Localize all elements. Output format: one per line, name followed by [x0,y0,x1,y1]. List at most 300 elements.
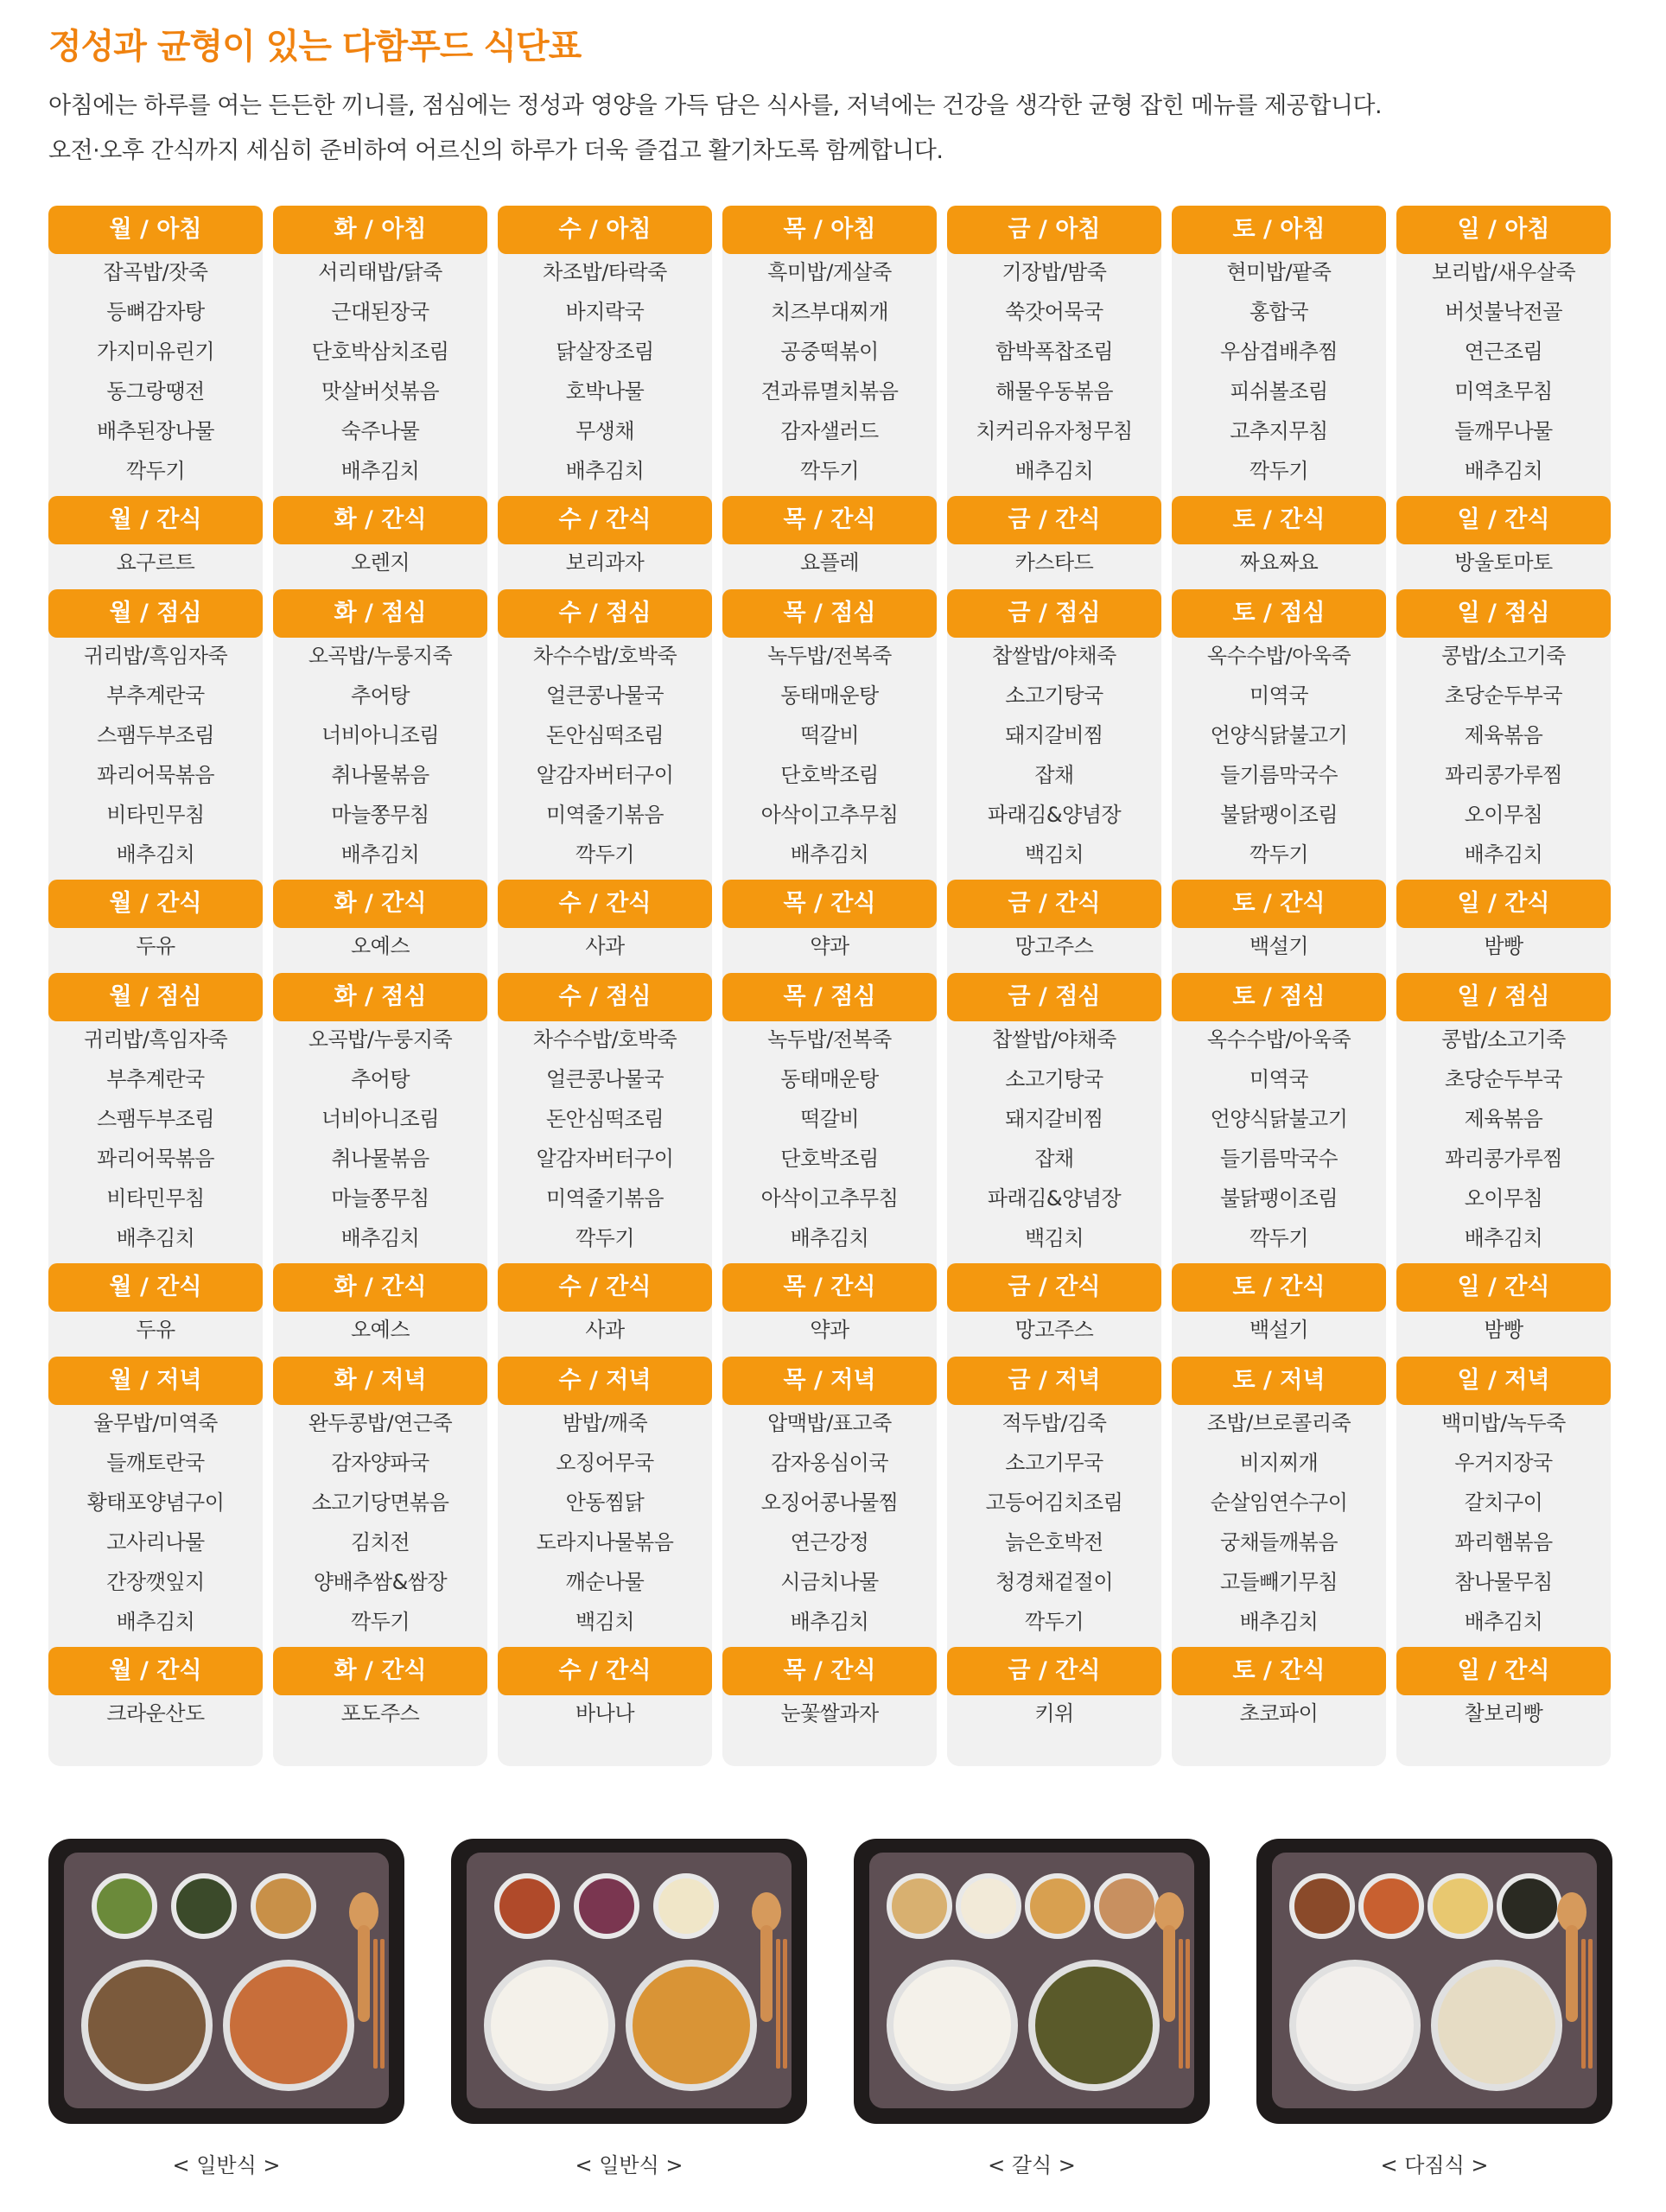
rice-bowl [81,1960,213,2091]
menu-item: 동태매운탕 [780,1067,879,1091]
spoon-handle [358,1925,370,2022]
menu-item: 불닭팽이조림 [1219,803,1339,827]
menu-item: 공중떡볶이 [780,340,879,364]
menu-item: 참나물무침 [1454,1570,1553,1594]
meal-header: 월 / 간식 [48,1263,263,1312]
menu-item: 잡채 [1034,763,1074,787]
menu-item: 감자옹심이국 [770,1451,889,1475]
menu-item: 도라지나물볶음 [536,1530,674,1554]
meal-header: 월 / 점심 [48,973,263,1021]
rice-bowl [887,1960,1018,2091]
menu-item: 언양식닭불고기 [1210,1107,1348,1131]
menu-item: 오곡밥/누룽지죽 [308,1027,453,1052]
menu-item: 보리과자 [565,550,645,575]
menu-item: 마늘쫑무침 [331,1186,429,1211]
menu-item: 깍두기 [575,1226,635,1250]
menu-item: 흑미밥/게살죽 [767,260,892,284]
chopsticks-icon [1581,1939,1586,2069]
meal-header: 목 / 점심 [722,973,937,1021]
side-dish-bowl [1094,1873,1160,1939]
menu-item: 소고기탕국 [1005,1067,1103,1091]
side-dish-bowl [653,1873,719,1939]
menu-item: 늙은호박전 [1005,1530,1103,1554]
menu-item: 깍두기 [1249,459,1309,483]
menu-item: 배추김치 [116,842,195,867]
menu-item: 불닭팽이조림 [1219,1186,1339,1211]
menu-item: 깍두기 [125,459,186,483]
meal-header: 월 / 간식 [48,496,263,544]
tray-caption: < 다짐식 > [1380,2153,1489,2177]
menu-item: 동태매운탕 [780,683,879,708]
menu-item: 추어탕 [350,1067,410,1091]
meal-header: 일 / 간식 [1396,496,1611,544]
meal-header: 목 / 아침 [722,206,937,254]
menu-item: 사과 [585,1318,625,1342]
menu-item: 너비아니조림 [321,1107,440,1131]
menu-item: 돈안심떡조림 [545,1107,664,1131]
menu-item: 연근강정 [790,1530,869,1554]
meal-header: 금 / 간식 [947,880,1161,928]
menu-item: 밤빵 [1484,934,1523,958]
menu-item: 약과 [810,1318,849,1342]
menu-item: 아삭이고추무침 [760,1186,899,1211]
menu-column [722,206,937,1766]
meal-tray-photo [451,1839,807,2124]
menu-item: 녹두밥/전복죽 [767,1027,892,1052]
menu-item: 미역국 [1249,683,1309,708]
meal-header: 수 / 간식 [498,1647,712,1695]
meal-header: 토 / 간식 [1172,1647,1386,1695]
menu-item: 치커리유자청무침 [976,419,1133,443]
meal-header: 월 / 저녁 [48,1357,263,1405]
menu-item: 갈치구이 [1464,1491,1543,1515]
menu-column [273,206,487,1766]
menu-item: 바지락국 [565,300,645,324]
menu-item: 들깨토란국 [106,1451,205,1475]
meal-header: 화 / 점심 [273,973,487,1021]
menu-item: 견과류멸치볶음 [760,379,899,404]
side-dish-bowl [1428,1873,1493,1939]
menu-item: 서리태밥/닭죽 [318,260,442,284]
side-dish-bowl [251,1873,316,1939]
menu-item: 단호박조림 [780,1147,879,1171]
meal-header: 금 / 아침 [947,206,1161,254]
menu-item: 배추김치 [790,1226,869,1250]
meal-header: 토 / 저녁 [1172,1357,1386,1405]
menu-item: 배추김치 [1239,1610,1319,1634]
chopsticks-icon [380,1939,385,2069]
menu-item: 포도주스 [340,1701,420,1726]
menu-item: 옥수수밥/아욱죽 [1206,644,1351,668]
menu-item: 키위 [1034,1701,1074,1726]
menu-item: 청경채겉절이 [995,1570,1114,1594]
menu-item: 현미밥/팥죽 [1226,260,1332,284]
menu-item: 파래김&양념장 [987,803,1122,827]
meal-header: 월 / 간식 [48,1647,263,1695]
weekly-menu-table [48,206,1611,1766]
menu-item: 배추김치 [1464,459,1543,483]
menu-item: 고등어김치조림 [985,1491,1123,1515]
menu-item: 황태포양념구이 [86,1491,225,1515]
menu-item: 돈안심떡조림 [545,723,664,747]
spoon-handle [1163,1925,1175,2022]
menu-item: 궁채들깨볶음 [1219,1530,1339,1554]
menu-item: 백김치 [1024,842,1084,867]
meal-header: 일 / 간식 [1396,1263,1611,1312]
menu-column [1172,206,1386,1766]
menu-item: 초코파이 [1239,1701,1319,1726]
meal-header: 수 / 저녁 [498,1357,712,1405]
menu-item: 해물우동볶음 [995,379,1114,404]
meal-header: 수 / 간식 [498,880,712,928]
main-dish-bowl [223,1960,354,2091]
menu-item: 시금치나물 [780,1570,879,1594]
menu-item: 아삭이고추무침 [760,803,899,827]
menu-item: 미역국 [1249,1067,1309,1091]
menu-item: 콩밥/소고기죽 [1441,1027,1566,1052]
menu-item: 잡채 [1034,1147,1074,1171]
spoon-handle [760,1925,773,2022]
menu-item: 감자양파국 [331,1451,429,1475]
menu-item: 밤빵 [1484,1318,1523,1342]
menu-item: 홍합국 [1249,300,1309,324]
menu-item: 언양식닭불고기 [1210,723,1348,747]
menu-item: 오징어콩나물찜 [760,1491,899,1515]
menu-item: 옥수수밥/아욱죽 [1206,1027,1351,1052]
menu-item: 근대된장국 [331,300,429,324]
menu-item: 마늘쫑무침 [331,803,429,827]
menu-item: 귀리밥/흑임자죽 [83,644,228,668]
menu-item: 피쉬볼조림 [1230,379,1328,404]
meal-header: 토 / 아침 [1172,206,1386,254]
side-dish-bowl [887,1873,952,1939]
menu-item: 비지찌개 [1239,1451,1319,1475]
menu-item: 바나나 [575,1701,635,1726]
menu-item: 사과 [585,934,625,958]
rice-bowl [484,1960,615,2091]
menu-item: 안동찜닭 [565,1491,645,1515]
menu-item: 꽈리콩가루찜 [1444,1147,1563,1171]
menu-item: 깍두기 [1249,1226,1309,1250]
menu-item: 쑥갓어묵국 [1005,300,1103,324]
menu-item: 백설기 [1249,1318,1309,1342]
spoon-handle [1566,1925,1578,2022]
side-dish-bowl [171,1873,237,1939]
menu-item: 오곡밥/누룽지죽 [308,644,453,668]
menu-item: 너비아니조림 [321,723,440,747]
menu-item: 치즈부대찌개 [770,300,889,324]
menu-item: 떡갈비 [799,1107,860,1131]
menu-column [947,206,1161,1766]
menu-item: 완두콩밥/연근죽 [308,1411,453,1435]
menu-item: 소고기당면볶음 [311,1491,449,1515]
chopsticks-icon [1179,1939,1183,2069]
menu-item: 찰보리빵 [1464,1701,1543,1726]
meal-header: 일 / 점심 [1396,589,1611,638]
menu-item: 밤밥/깨죽 [562,1411,648,1435]
meal-header: 수 / 점심 [498,589,712,638]
menu-item: 꽈리어묵볶음 [96,763,215,787]
meal-header: 금 / 간식 [947,1647,1161,1695]
meal-header: 일 / 간식 [1396,1647,1611,1695]
menu-item: 비타민무침 [106,1186,205,1211]
meal-header: 금 / 간식 [947,496,1161,544]
menu-item: 오이무침 [1464,1186,1543,1211]
side-dish-bowl [574,1873,639,1939]
menu-item: 등뼈감자탕 [106,300,205,324]
meal-header: 금 / 점심 [947,589,1161,638]
meal-header: 목 / 간식 [722,496,937,544]
meal-header: 목 / 간식 [722,880,937,928]
menu-item: 버섯불낙전골 [1444,300,1563,324]
menu-item: 두유 [136,1318,175,1342]
menu-item: 짜요짜요 [1239,550,1319,575]
menu-item: 방울토마토 [1454,550,1553,575]
meal-header: 화 / 저녁 [273,1357,487,1405]
menu-item: 요플레 [799,550,860,575]
menu-item: 우삼겹배추찜 [1219,340,1339,364]
chopsticks-icon [1186,1939,1190,2069]
main-dish-bowl [626,1960,757,2091]
meal-header: 금 / 저녁 [947,1357,1161,1405]
menu-item: 배추김치 [1464,1226,1543,1250]
meal-header: 수 / 아침 [498,206,712,254]
meal-header: 수 / 점심 [498,973,712,1021]
meal-header: 토 / 점심 [1172,973,1386,1021]
menu-item: 망고주스 [1014,1318,1094,1342]
meal-tray-photo [854,1839,1210,2124]
menu-item: 찹쌀밥/야채죽 [992,644,1116,668]
menu-item: 귀리밥/흑임자죽 [83,1027,228,1052]
side-dish-bowl [92,1873,157,1939]
menu-item: 제육볶음 [1464,723,1543,747]
menu-item: 배추김치 [340,1226,420,1250]
meal-header: 수 / 간식 [498,496,712,544]
meal-header: 토 / 간식 [1172,1263,1386,1312]
menu-item: 고사리나물 [106,1530,205,1554]
meal-header: 일 / 저녁 [1396,1357,1611,1405]
menu-item: 무생채 [575,419,635,443]
menu-item: 약과 [810,934,849,958]
menu-item: 우거지장국 [1454,1451,1553,1475]
menu-item: 오렌지 [350,550,410,575]
menu-item: 제육볶음 [1464,1107,1543,1131]
menu-item: 알감자버터구이 [536,763,674,787]
meal-header: 월 / 아침 [48,206,263,254]
main-dish-bowl [1028,1960,1160,2091]
menu-item: 돼지갈비찜 [1005,723,1103,747]
menu-item: 꽈리햄볶음 [1454,1530,1553,1554]
menu-item: 동그랑땡전 [106,379,205,404]
menu-item: 돼지갈비찜 [1005,1107,1103,1131]
menu-item: 카스타드 [1014,550,1094,575]
menu-item: 오예스 [350,1318,410,1342]
menu-column [498,206,712,1766]
menu-item: 깍두기 [1024,1610,1084,1634]
tray-caption: < 일반식 > [575,2153,684,2177]
side-dish-bowl [1358,1873,1424,1939]
menu-item: 콩밥/소고기죽 [1441,644,1566,668]
menu-item: 얼큰콩나물국 [545,683,664,708]
menu-item: 배추김치 [116,1610,195,1634]
menu-item: 깍두기 [1249,842,1309,867]
menu-item: 비타민무침 [106,803,205,827]
main-dish-bowl [1431,1960,1562,2091]
meal-header: 금 / 점심 [947,973,1161,1021]
menu-item: 취나물볶음 [331,763,429,787]
menu-item: 배추김치 [1464,1610,1543,1634]
meal-header: 일 / 점심 [1396,973,1611,1021]
menu-item: 단호박삼치조림 [311,340,449,364]
meal-header: 목 / 간식 [722,1263,937,1312]
meal-header: 화 / 아침 [273,206,487,254]
menu-item: 꽈리콩가루찜 [1444,763,1563,787]
side-dish-bowl [1289,1873,1355,1939]
menu-column [48,206,263,1766]
meal-tray-photo [48,1839,404,2124]
menu-item: 닭살장조림 [556,340,654,364]
chopsticks-icon [373,1939,378,2069]
meal-header: 화 / 간식 [273,880,487,928]
menu-item: 맛살버섯볶음 [321,379,440,404]
menu-item: 오예스 [350,934,410,958]
menu-item: 함박폭찹조림 [995,340,1114,364]
menu-item: 배추김치 [1464,842,1543,867]
menu-item: 미역줄기볶음 [545,803,664,827]
meal-header: 화 / 간식 [273,1263,487,1312]
menu-item: 배추된장나물 [96,419,215,443]
menu-item: 호박나물 [565,379,645,404]
tray-caption: < 갈식 > [988,2153,1076,2177]
meal-header: 목 / 간식 [722,1647,937,1695]
page-title: 정성과 균형이 있는 다함푸드 식단표 [48,27,582,67]
meal-header: 화 / 간식 [273,1647,487,1695]
chopsticks-icon [1588,1939,1593,2069]
menu-item: 백설기 [1249,934,1309,958]
menu-item: 떡갈비 [799,723,860,747]
menu-item: 파래김&양념장 [987,1186,1122,1211]
meal-header: 금 / 간식 [947,1263,1161,1312]
side-dish-bowl [494,1873,560,1939]
menu-item: 배추김치 [565,459,645,483]
menu-item: 백김치 [1024,1226,1084,1250]
menu-item: 깍두기 [799,459,860,483]
menu-item: 오징어무국 [556,1451,654,1475]
menu-item: 들기름막국수 [1219,1147,1339,1171]
menu-item: 가지미유린기 [96,340,215,364]
meal-header: 월 / 점심 [48,589,263,638]
tray-caption: < 일반식 > [172,2153,281,2177]
menu-item: 요구르트 [116,550,195,575]
menu-item: 차수수밥/호박죽 [532,1027,677,1052]
menu-item: 깍두기 [575,842,635,867]
menu-item: 초당순두부국 [1444,1067,1563,1091]
menu-item: 들기름막국수 [1219,763,1339,787]
menu-item: 깨순나물 [565,1570,645,1594]
description-line-1: 아침에는 하루를 여는 든든한 끼니를, 점심에는 정성과 영양을 가득 담은 식사를, 저녁에는 건강을 생각한 균형 잡힌 메뉴를 제공합니다. [48,92,1383,119]
menu-item: 적두밥/김죽 [1002,1411,1107,1435]
menu-item: 미역초무침 [1454,379,1553,404]
side-dish-bowl [1497,1873,1562,1939]
menu-item: 간장깻잎지 [106,1570,205,1594]
menu-item: 눈꽃쌀과자 [780,1701,879,1726]
menu-item: 스팸두부조림 [96,723,215,747]
menu-item: 고추지무침 [1230,419,1328,443]
meal-header: 화 / 점심 [273,589,487,638]
meal-header: 일 / 간식 [1396,880,1611,928]
side-dish-bowl [1025,1873,1091,1939]
menu-item: 양배추쌈&쌈장 [313,1570,448,1594]
menu-item: 깍두기 [350,1610,410,1634]
menu-item: 스팸두부조림 [96,1107,215,1131]
menu-item: 고들빼기무침 [1219,1570,1339,1594]
menu-item: 초당순두부국 [1444,683,1563,708]
chopsticks-icon [783,1939,787,2069]
menu-item: 백김치 [575,1610,635,1634]
menu-item: 기장밥/밤죽 [1002,260,1107,284]
side-dish-bowl [956,1873,1021,1939]
menu-item: 들깨무나물 [1454,419,1553,443]
rice-bowl [1289,1960,1421,2091]
meal-header: 토 / 간식 [1172,496,1386,544]
menu-item: 크라운산도 [106,1701,205,1726]
menu-item: 얼큰콩나물국 [545,1067,664,1091]
menu-item: 꽈리어묵볶음 [96,1147,215,1171]
chopsticks-icon [776,1939,780,2069]
menu-item: 차수수밥/호박죽 [532,644,677,668]
menu-item: 차조밥/타락죽 [543,260,667,284]
menu-item: 녹두밥/전복죽 [767,644,892,668]
menu-item: 배추김치 [1014,459,1094,483]
menu-item: 배추김치 [790,1610,869,1634]
menu-item: 추어탕 [350,683,410,708]
menu-item: 배추김치 [116,1226,195,1250]
menu-item: 소고기무국 [1005,1451,1103,1475]
menu-item: 부추계란국 [106,1067,205,1091]
menu-item: 부추계란국 [106,683,205,708]
meal-header: 토 / 점심 [1172,589,1386,638]
menu-item: 취나물볶음 [331,1147,429,1171]
meal-header: 월 / 간식 [48,880,263,928]
menu-item: 감자샐러드 [780,419,879,443]
meal-header: 목 / 저녁 [722,1357,937,1405]
meal-header: 목 / 점심 [722,589,937,638]
menu-item: 배추김치 [790,842,869,867]
menu-item: 잡곡밥/잣죽 [103,260,208,284]
menu-column [1396,206,1611,1766]
meal-header: 일 / 아침 [1396,206,1611,254]
menu-item: 오이무침 [1464,803,1543,827]
menu-item: 백미밥/녹두죽 [1441,1411,1566,1435]
menu-item: 율무밥/미역죽 [93,1411,218,1435]
menu-item: 김치전 [350,1530,410,1554]
menu-item: 미역줄기볶음 [545,1186,664,1211]
meal-tray-photo [1256,1839,1612,2124]
menu-item: 찹쌀밥/야채죽 [992,1027,1116,1052]
menu-item: 단호박조림 [780,763,879,787]
menu-item: 순살임연수구이 [1210,1491,1348,1515]
meal-header: 화 / 간식 [273,496,487,544]
menu-item: 조밥/브로콜리죽 [1206,1411,1351,1435]
menu-item: 소고기탕국 [1005,683,1103,708]
menu-item: 알감자버터구이 [536,1147,674,1171]
meal-header: 토 / 간식 [1172,880,1386,928]
menu-item: 두유 [136,934,175,958]
menu-item: 숙주나물 [340,419,420,443]
description-line-2: 오전·오후 간식까지 세심히 준비하여 어르신의 하루가 더욱 즐겁고 활기차도록 함께합니다. [48,137,944,164]
menu-item: 망고주스 [1014,934,1094,958]
menu-item: 배추김치 [340,842,420,867]
